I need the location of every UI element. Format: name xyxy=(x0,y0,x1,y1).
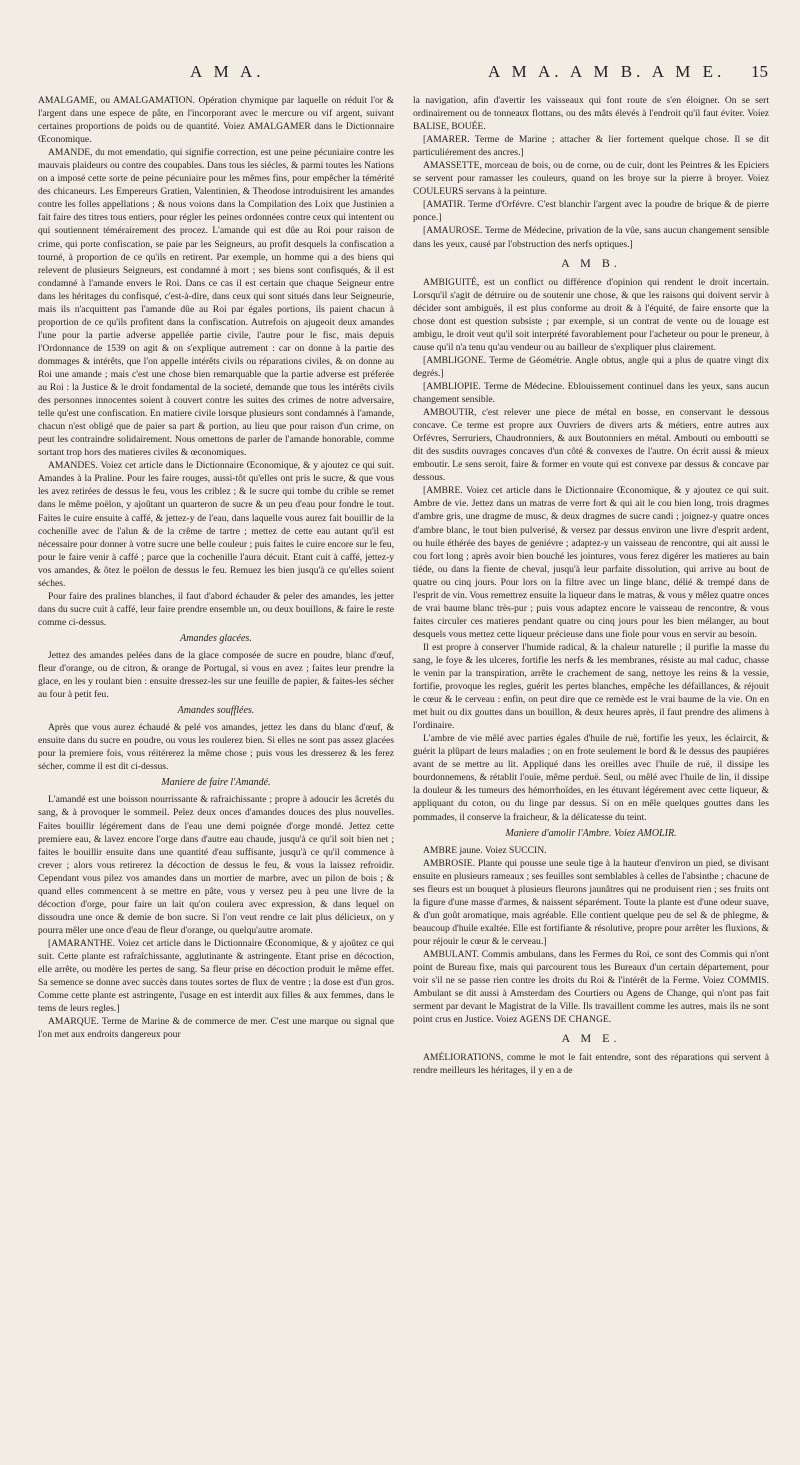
entry-ambulant: AMBULANT. Commis ambulans, dans les Fermes du Roi, ce sont des Commis qui n'ont point de Bureau fixe, mais qui parcourent tous les Bureaux d'un certain département, pour voir s'il ne se passe rien contre les droits du Roi & l'intérêt de la Ferme. Voiez COMMIS. Ambulant se dit aussi à Amsterdam des Courtiers ou Agens de Change, qui n'ont pas fait serment par devant le Magistrat de la Ville. Ils travaillent comme les autres, mais ils ne sont point crus en Justice. Voiez AGENS DE CHANGE. xyxy=(413,949,769,1026)
entry-ambre-proprietes: Il est propre à conserver l'humide radical, & la chaleur naturelle ; il purifie la masse du sang, le foye & les ulceres, fortifie les nerfs & les membranes, résiste au mal caduc, chasse le venin par la transpiration, arrête le crachement de sang, nettoye les reins & la vessie, fortifie, provoque les regles, guérit les pertes blanches, empêche les défaillances, & réjouit le cœur & le cerveau : enfin, on peut dire que ce remède est le vrai baume de la vie. On en met huit ou dix gouttes dans un bouillon, & deux heures après, il faut prendre des alimens à l'ordinaire. xyxy=(413,641,769,732)
subheading-maniere-amande: Maniere de faire l'Amandé. xyxy=(161,777,271,789)
entry-ambre: [AMBRE. Voiez cet article dans le Dictionnaire Œconomique, & y ajoutez ce qui suit. Ambre de vie. Jettez dans un matras de verre fort & qui ait le cou bien long, trois dragmes d'ambre gris, une dragme de musc, & deux dragmes de sucre candi ; joignez-y quatre onces d'ambre blanc, le tout bien pulverisé, & versez par dessus environ une livre d'esprit ardent, ou huile éthérée des bayes de geniévre ; adaptez-y un vaisseau de rencontre, qui ait aussi le cou fort long ; après avoir bien bouché les jointures, vous ferez digérer les matieres au bain tiéde, ou dans la fiente de cheval, jusqu'à leur parfaite dissolution, qui arrive au bout de quatre ou cinq jours. Pour lors on la filtre avec un linge blanc, délié & trempé dans de l'esprit de vin. Vous remettrez ensuite la liqueur dans le matras, & vous y mêlez quatre onces de vrai baume blanc très-pur ; puis vous adaptez encore le vaisseau de rencontre, & vous faites circuler ces matieres pendant quatre ou cinq jours pour les bien mélanger, au bout desquels vous mettez cette liqueur précieuse dans une fiole pour vous en servir au besoin. xyxy=(413,485,769,640)
running-header xyxy=(0,62,800,86)
subheading-amandes-glacees: Amandes glacées. xyxy=(180,632,252,644)
entry-ambiguite: AMBIGUITÉ, est un conflict ou différence d'opinion qui rendent le droit incertain. Lorsqu'il s'agit de détruire ou de soutenir une chose, & que les raisons qui doivent servir à décider sont ambiguës, il est plus conforme au droit & à l'équité, de faire ensorte que la chose dont est question subsiste ; par exemple, si un contrat de vente ou de louage est ambigu, le droit veut qu'il soit interprété favorablement pour l'acheteur ou pour le preneur, à cause qu'il n'a tenu qu'au vendeur ou au bailleur de s'expliquer plus clairement. xyxy=(413,276,769,353)
entry-amandes: AMANDES. Voiez cet article dans le Dictionnaire Œconomique, & y ajoutez ce qui suit. Amandes à la Praline. Pour les faire rouges, aussi-tôt qu'elles ont pris le sucre, & que vous les avez retirées de dessus le feu, vous les criblez ; & le sucre qui tombe du crible se remet dans le même poëlon, y ajoûtant un quarteron de sucre & un peu d'eau pour fondre le tout. Faites le cuire ensuite à caffé, & jettez-y de l'eau, dans laquelle vous aurez fait bouillir de la cochenille avec de l'alun & de la crême de tartre ; mettez de cette eau autant qu'il est nécessaire pour donner à votre sucre une belle couleur ; puis faites le cuire encore sur le feu, pour le faire venir à caffé ; parce que la cochenille l'aura décuit. Etant cuit à caffé, jettez-y vos amandes, & ôtez le poëlon de dessus le feu. Remuez les bien jusqu'à ce qu'elles soient séches. xyxy=(38,460,394,589)
left-column xyxy=(38,94,394,1041)
entry-amandes-glacees: Jettez des amandes pelées dans de la glace composée de sucre en poudre, blanc d'œuf, fleur d'orange, ou de citron, & orange de Portugal, si vous en avez ; faites leur prendre la glace, en les y roulant bien : ensuite dressez-les sur une feuille de papier, & faites-les sécher au four à petit feu. xyxy=(38,649,394,701)
right-column xyxy=(413,94,769,1077)
entry-amatir: [AMATIR. Terme d'Orfévre. C'est blanchir l'argent avec la poudre de brique & de pierre ponce.] xyxy=(413,199,769,224)
entry-ambre-jaune: AMBRE jaune. Voiez SUCCIN. xyxy=(423,844,547,856)
section-heading-amb: A M B. xyxy=(561,255,621,270)
entry-ambrosie: AMBROSIE. Plante qui pousse une seule tige à la hauteur d'environ un pied, se divisant ensuite en plusieurs rameaux ; ses feuilles sont semblables à celles de l'absinthe ; chacune de ses fleurs est un bouquet à plusieurs fleurons jaunâtres qui ne produisent rien ; ses fruits ont la figure d'une masse d'armes, & naissent séparément. Toute la plante est d'une odeur suave, & d'un goût aromatique, mais agréable. Elle contient quelque peu de sel & de phlegme, & beaucoup d'huile exaltée. Elle est fortifiante & résolutive, propre pour arrêter les fluxions, & pour réjouir le cœur & le cerveau.] xyxy=(413,857,769,947)
entry-pralines-blanches: Pour faire des pralines blanches, il faut d'abord échauder & peler des amandes, les jetter dans du sucre cuit à caffé, leur faire prendre ensemble un, ou deux bouillons, & faire le reste comme ci-dessus. xyxy=(38,590,394,628)
entry-amalgame: AMALGAME, ou AMALGAMATION. Opération chymique par laquelle on réduit l'or & l'argent dans une espece de pâte, en l'incorporant avec le mercure ou vif argent, suivant certaines proportions de poids ou de quantité. Voiez AMALGAMER dans le Dictionnaire Œconomique. xyxy=(38,95,394,146)
entry-ambliopie: [AMBLIOPIE. Terme de Médecine. Eblouissement continuel dans les yeux, sans aucun changement sensible. xyxy=(413,380,769,406)
entry-amassette: AMASSETTE, morceau de bois, ou de corne, ou de cuir, dont les Peintres & les Epiciers se servent pour ramasser les couleurs, quand on les broye sur la pierre à broyer. Voiez COULEURS servans à la peinture. xyxy=(413,160,769,198)
section-heading-ame: A M E. xyxy=(561,1031,621,1046)
entry-amaurose: [AMAUROSE. Terme de Médecine, privation de la vûe, sans aucun changement sensible dans les yeux, causé par l'obstruction des nerfs optiques.] xyxy=(413,225,769,250)
entry-amarque: AMARQUE. Terme de Marine & de commerce de mer. C'est une marque ou signal que l'on met aux endroits dangereux pour xyxy=(38,1016,394,1041)
entry-amarer: [AMARER. Terme de Marine ; attacher & lier fortement quelque chose. Il se dit particuliérement des ancres.] xyxy=(413,134,769,159)
entry-amande: AMANDE, du mot emendatio, qui signifie correction, est une peine pécuniaire contre les mauvais plaideurs ou contre des coupables. Dans tous les siécles, & parmi toutes les Nations on a imposé cette sorte de peine pécuniaire pour les mêmes fins, pour empêcher la témérité des chicaneurs. Les Empereurs Gratien, Valentinien, & Theodose introduisirent les amandes contre les folles appellations ; & nous voions dans la Compilation des Loix que Justinien a fait faire des titres tous entiers, pour régler les peines ordonnées contre ceux qui intentent ou qui soutiennent témérairement des procez. L'amande qui est dûe au Roi pour raison de crime, qui porte confiscation, se paie par les Seigneurs, au profit desquels la confiscation a tourné, à proportion de ce qu'ils en retirent. Par exemple, un homme qui a des biens qui relevent de plusieurs Seigneurs, est condamné à mort ; ses biens sont confisqués, & il est condamné à l'amande envers le Roi. Dans ce cas il est certain que chaque Seigneur entre dans les héritages du confisqué, c'est-à-dire, dans ceux qui sont situés dans leur Seigneurie, mais ils n'acquittent pas l'amande dûe au Roi par égales portions, ils paient chacun à proportion de ce qu'ils profitent dans la confiscation. Autrefois on ajugeoit deux amandes l'une pour la partie adverse appellée partie civile, l'autre pour le fisc, mais depuis l'Ordonnance de 1539 on agit & on s'explique autrement : car on donne à la partie des dommages & intérêts, que l'on appelle intérêts civils ou réparations civiles, & on donne au Roi une amande ; mais c'est une chose bien remarquable que la partie adverse est préferée au Roi : la Justice & le droit fondamental de la societé, demande que tous les intérêts civils des personnes innocentes soient à couvert contre les suites des crimes de notre adversaire, telle qu'est une confiscation. En matiere civile lorsque plusieurs sont condamnés à l'amande, chacun n'est obligé que de paier sa part & portion, au lieu que pour raison d'un crime, on peut les contraindre solidairement. Nous omettons de parler de l'amande honorable, comme sortant trop hors des matieres civiles & œconomiques. xyxy=(38,147,394,459)
entry-amaranthe: [AMARANTHE. Voiez cet article dans le Dictionnaire Œconomique, & y ajoûtez ce qui suit. Cette plante est rafraîchissante, agglutinante & astringente. Etant prise en décoction, elle arrête, ou modère les pertes de sang. Sa fleur prise en décoction produit le même effet. Sa semence se donne avec succès dans toutes sortes de flux de ventre ; la dose est d'un gros. Comme cette plante est astringente, l'usage en est interdit aux filles & aux femmes, dans le tems de leurs regles.] xyxy=(38,937,394,1015)
entry-ambre-usage: L'ambre de vie mêlé avec parties égales d'huile de ruë, fortifie les yeux, les éclaircit, & guérit la plûpart de leurs maladies ; on en frote seulement le bord & le dessus des paupiéres avant de se mettre au lit. Appliqué dans les oreilles avec l'huile de ruë, il dissipe les bourdonnemens, & rétablit l'ouïe, même perduë. Seul, ou mêlé avec l'huile de lin, il dissipe la douleur & les tumeurs des hémorrhoïdes, en les étuvant légérement avec cette liqueur, & appliquant du coton, ou du linge par dessus. Si on en mêle quelques gouttes dans les pommades, il conserve la fraicheur, & la délicatesse du teint. xyxy=(413,733,769,823)
entry-amboutir: AMBOUTIR, c'est relever une piece de métal en bosse, en conservant le dessous concave. Ce terme est propre aux Ouvriers de divers arts & métiers, entre autres aux Orfévres, Serruriers, Chaudronniers, & aux Boutonniers en métal. Ambouti ou emboutti se dit des susdits ouvrages concaves d'un côté & convexes de l'autre. On écrit aussi & mieux emboutir. Le sens seroit, faire & former en voute qui est convexe par dessus & concave par dessous. xyxy=(413,407,769,484)
entry-amarque-cont: la navigation, afin d'avertir les vaisseaux qui font route de s'en éloigner. On se sert ordinairement ou de tonneaux flottans, ou des mâts élevés à l'endroit qu'il faut éviter. Voiez BALISE, BOUÉE. xyxy=(413,95,769,133)
entry-ambligone: [AMBLIGONE. Terme de Géométrie. Angle obtus, angle qui a plus de quatre vingt dix degrés.] xyxy=(413,354,769,379)
subheading-amandes-soufflees: Amandes soufflées. xyxy=(177,705,255,717)
entry-ameliorations: AMÉLIORATIONS, comme le mot le fait entendre, sont des réparations qui servent à rendre meilleurs les héritages, il y en a de xyxy=(413,1052,769,1077)
subheading-amolir-ambre: Maniere d'amolir l'Ambre. Voiez AMOLIR. xyxy=(505,827,677,839)
entry-amande-boisson: L'amandé est une boisson nourrissante & rafraichissante ; propre à adoucir les âcretés du sang, & à provoquer le sommeil. Pelez deux onces d'amandes douces des plus nouvelles. Faites bouillir légérement dans de l'eau une demi poignée d'orge mondé. Jettez cette premiere eau, & lavez encore l'orge dans d'autre eau chaude, jusqu'à ce qu'il soit bien net ; faites le bouillir ensuite dans une quantité d'eau suffisante, jusqu'à ce qu'il commence à crever ; alors vous retirerez la décoction de dessus le feu, & vous la laissez refroidir. Cependant vous pilez vos amandes dans un mortier de marbre, avec un pilon de bois ; & quand elles commencent à se mettre en pâte, vous y versez peu à peu une livre de la décoction d'orge, pour faire un lait qu'on coulera avec expression, & dans lequel on dissoudra une once & demie de bon sucre. Si l'on veut rendre ce lait plus délicieux, on y pourra mêler une once d'eau de fleur d'orange, ou quelqu'autre aromate. xyxy=(38,794,394,936)
entry-amandes-soufflees: Après que vous aurez échaudé & pelé vos amandes, jettez les dans du blanc d'œuf, & ensuite dans du sucre en poudre, ou vous les roulerez bien. Si elles ne sont pas assez glacées pour la premiere fois, vous réitérerez la même chose ; puis vous les dresserez & les ferez sécher, comme il est dit ci-dessus. xyxy=(38,722,394,773)
header-right: A M A. A M B. A M E. xyxy=(488,62,726,81)
header-left: A M A. xyxy=(190,62,265,81)
page-number: 15 xyxy=(751,62,768,81)
